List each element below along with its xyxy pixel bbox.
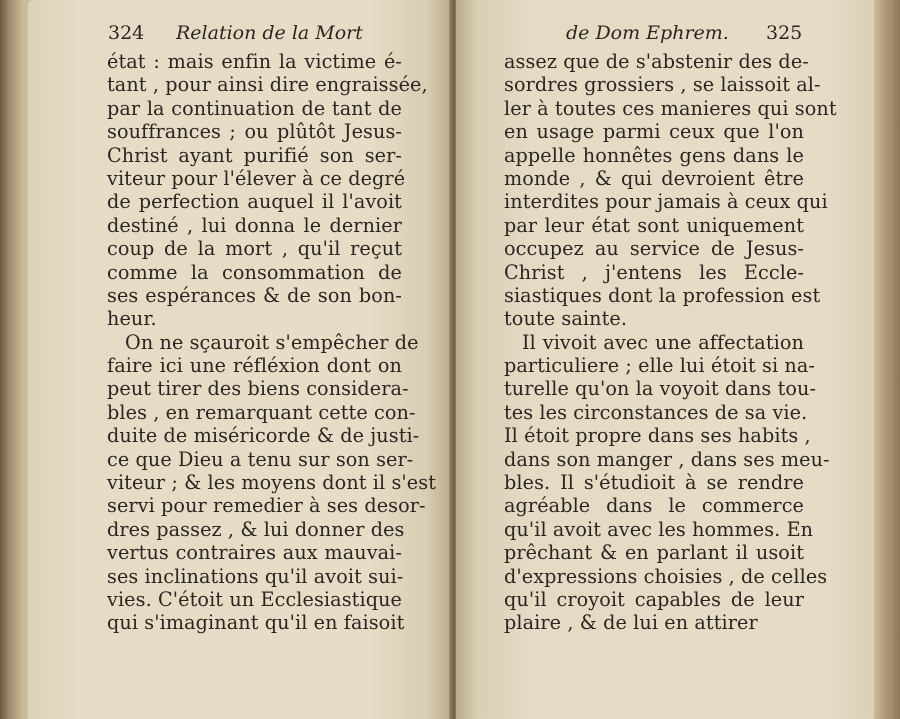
text-line: siastiques dont la profession est [504,283,821,307]
text-line: qu'il avoit avec les hommes. En [504,517,814,541]
text-line: vies. C'étoit un Ecclesiastique [107,587,402,611]
text-line: plaire , & de lui en attirer [504,611,758,635]
text-line: particuliere ; elle lui étoit si na- [504,354,816,378]
left-running-title: Relation de la Mort [176,22,363,44]
text-line: peut tirer des biens considera- [107,377,409,401]
text-line: par leur état sont uniquement [504,213,804,237]
text-line: coup de la mort , qu'il reçut [107,237,402,261]
right-page [456,0,874,719]
text-line: destiné , lui donna le dernier [107,213,402,237]
text-line: turelle qu'on la voyoit dans tou- [504,377,817,401]
text-line: vertus contraires aux mauvai- [107,541,402,565]
text-line: heur. [107,307,157,331]
left-running-head [108,22,408,48]
text-line: ce que Dieu a tenu sur son ser- [107,447,414,471]
text-line: agréable dans le commerce [504,494,804,518]
text-line: viteur pour l'élever à ce degré [107,166,406,190]
left-page-text [107,50,437,635]
text-line: monde , & qui devroient être [504,166,804,190]
text-line: dans son manger , dans ses meu- [504,447,830,471]
page-edges [874,0,900,719]
text-line: qui s'imaginant qu'il en faisoit [107,611,405,635]
text-line: bles. Il s'étudioit à se rendre [504,471,804,495]
text-line: ler à toutes ces manieres qui sont [504,96,837,120]
text-line: état : mais enfin la victime é- [107,50,402,73]
right-running-title: de Dom Ephrem. [566,22,729,44]
right-page-number: 325 [766,22,803,44]
text-line: en usage parmi ceux que l'on [504,120,804,144]
text-line: ses espérances & de son bon- [107,283,402,307]
text-line: Christ ayant purifié son ser- [107,143,402,167]
text-line: Christ , j'entens les Eccle- [504,260,804,284]
text-line: dres passez , & lui donner des [107,517,405,541]
left-page [28,0,452,719]
text-line: qu'il croyoit capables de leur [504,587,804,611]
text-line: viteur ; & les moyens dont il s'est [107,471,437,495]
text-line: sordres grossiers , se laissoit al- [504,73,821,97]
text-line: par la continuation de tant de [107,96,402,120]
text-line: interdites pour jamais à ceux qui [504,190,828,214]
text-line: faire ici une réfléxion dont on [107,354,402,378]
right-running-head [566,22,803,48]
text-line: occupez au service de Jesus- [504,237,804,261]
text-line: tant , pour ainsi dire engraissée, [107,73,428,97]
text-line: On ne sçauroit s'empêcher de [125,330,419,354]
text-line: Il vivoit avec une affectation [522,330,804,354]
text-line: d'expressions choisies , de celles [504,564,828,588]
right-page-text [504,50,837,635]
text-line: comme la consommation de [107,260,402,284]
text-line: appelle honnêtes gens dans le [504,143,804,167]
text-line: toute sainte. [504,307,628,331]
text-line: prêchant & en parlant il usoit [504,541,804,565]
text-line: ses inclinations qu'il avoit sui- [107,564,404,588]
text-line: de perfection auquel il l'avoit [107,190,402,214]
text-line: Il étoit propre dans ses habits , [504,424,811,448]
text-line: bles , en remarquant cette con- [107,400,416,424]
text-line: souffrances ; ou plûtôt Jesus- [107,120,402,144]
text-line: servi pour remedier à ses desor- [107,494,426,518]
text-line: duite de miséricorde & de justi- [107,424,420,448]
left-page-number: 324 [108,22,145,44]
text-line: tes les circonstances de sa vie. [504,400,808,424]
text-line: assez que de s'abstenir des de- [504,50,809,73]
